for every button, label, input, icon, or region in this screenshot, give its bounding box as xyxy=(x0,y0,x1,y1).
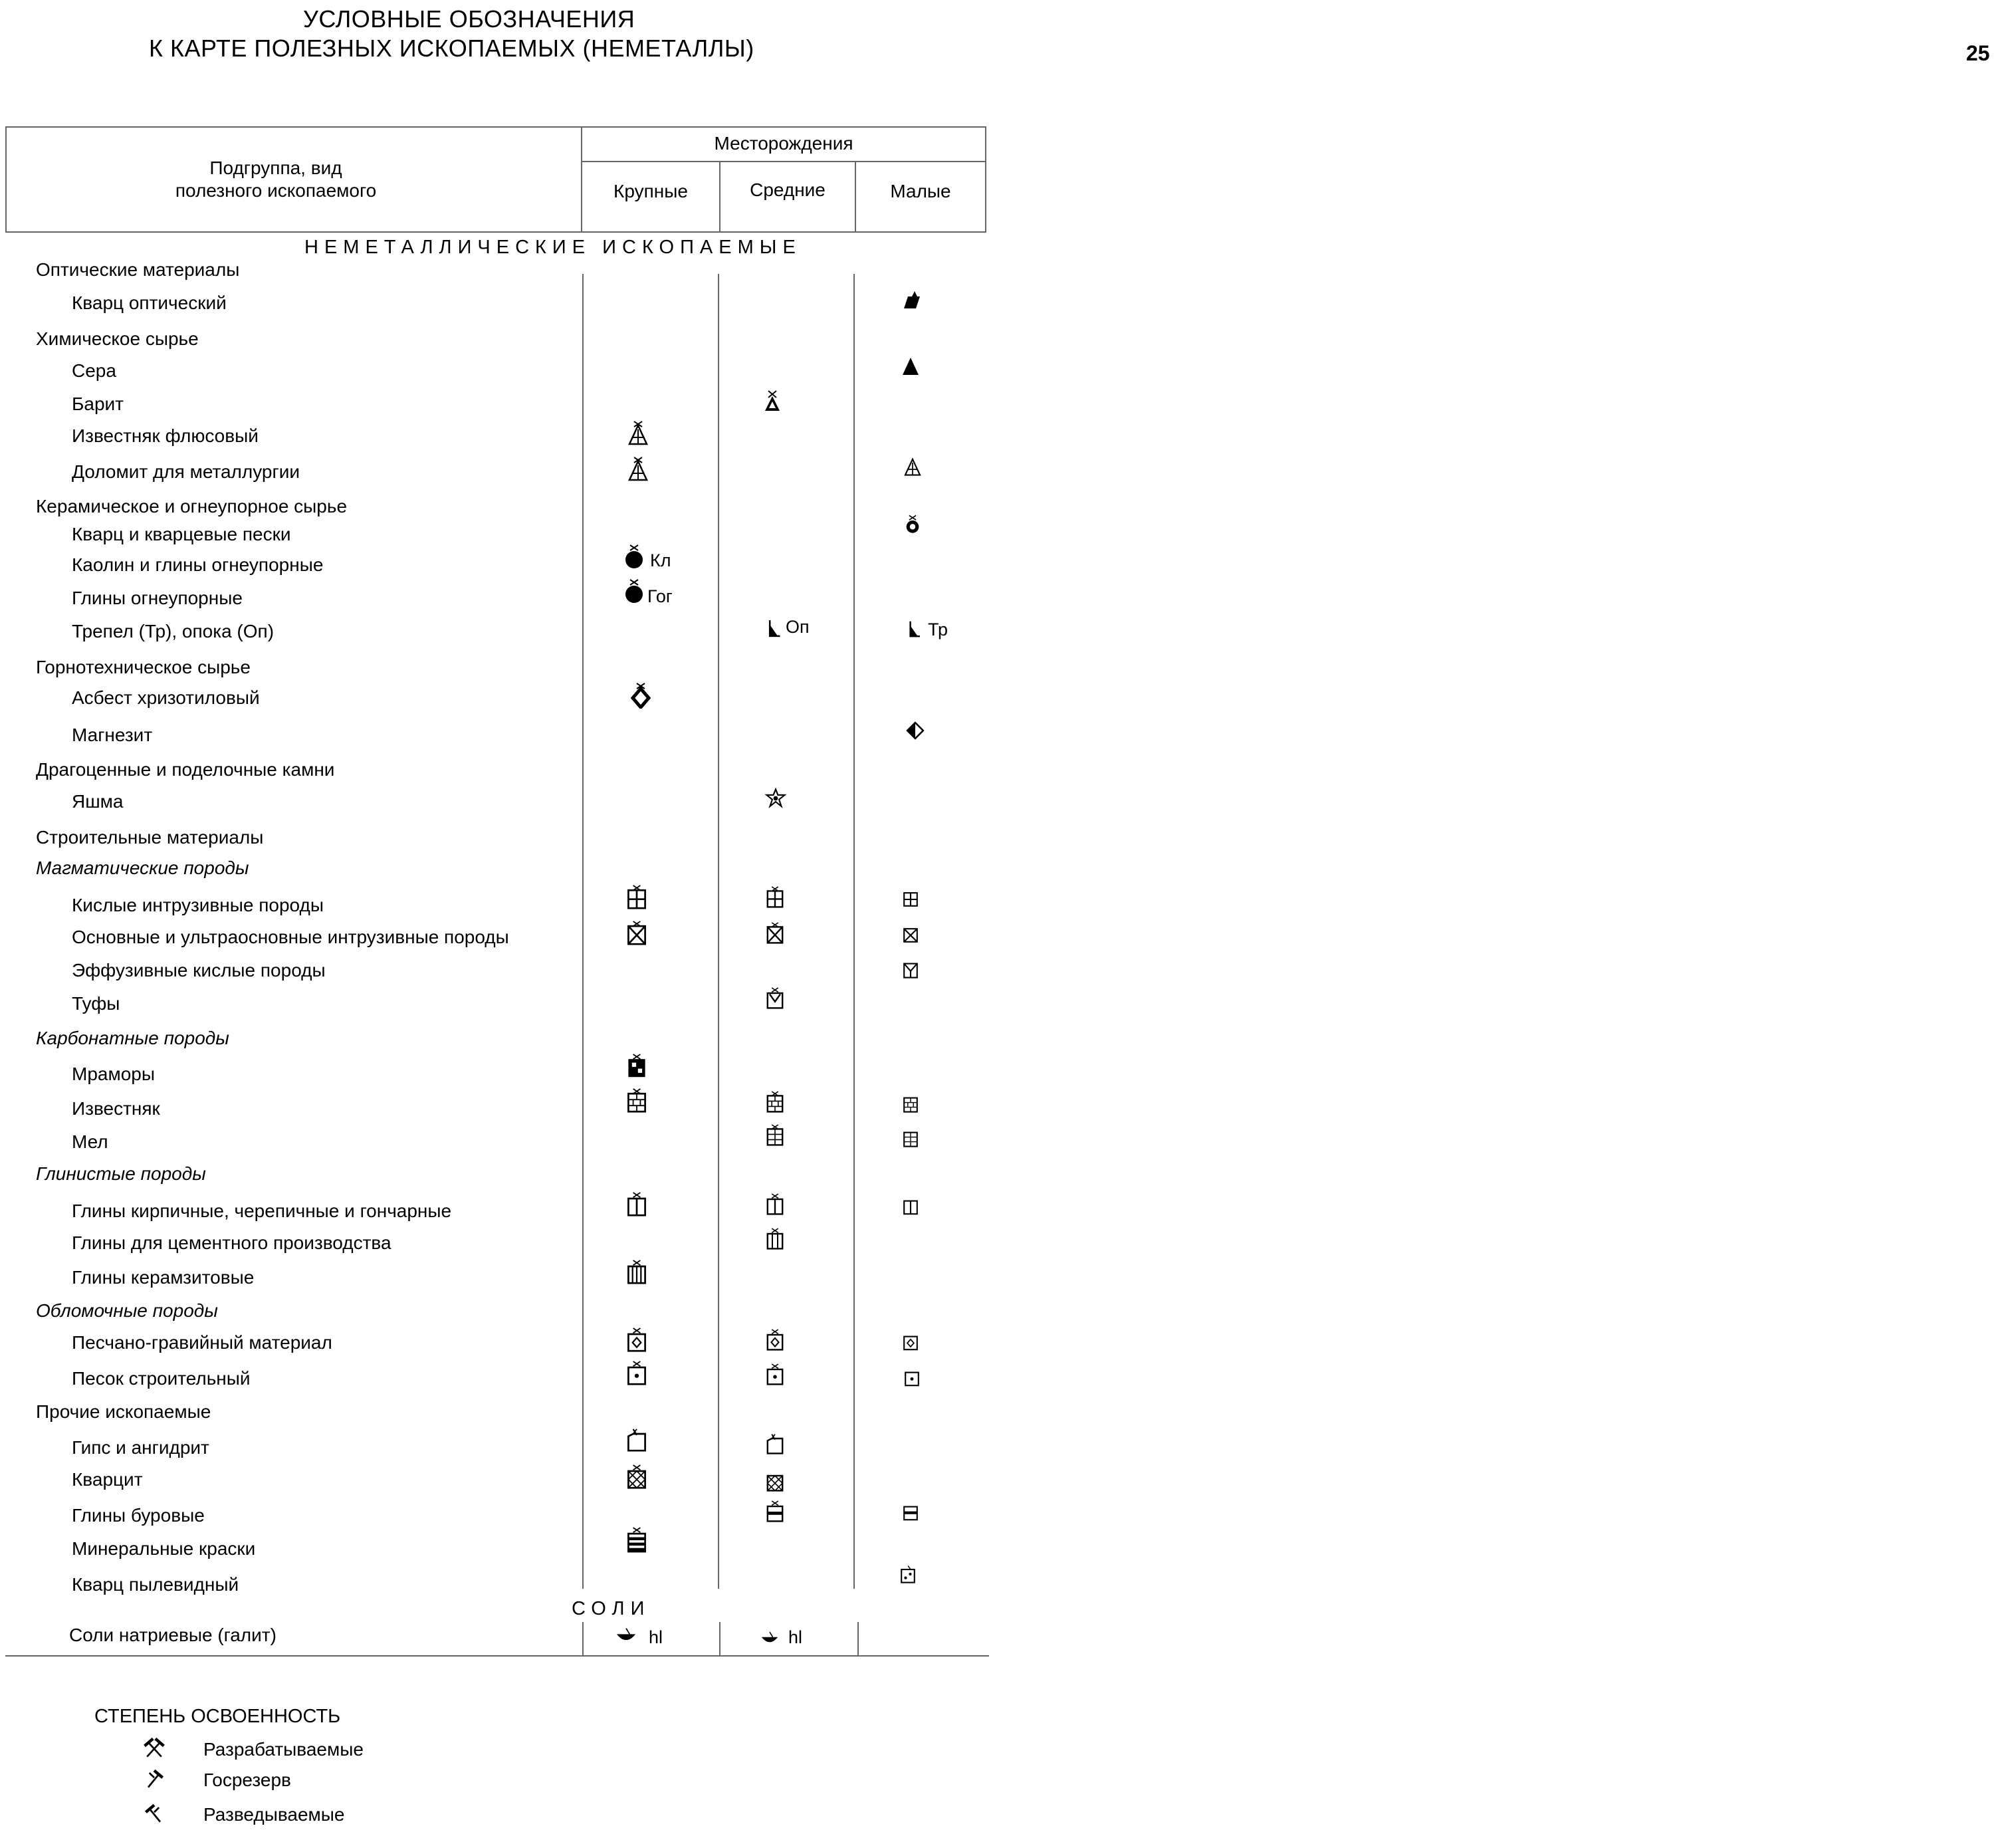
row-asbestos: Асбест хризотиловый xyxy=(72,687,260,708)
row-sodium-salts: Соли натриевые (галит) xyxy=(69,1625,277,1645)
tuffs-medium-icon xyxy=(764,986,786,1010)
jasper-medium-icon xyxy=(764,787,787,810)
row-tripoli-opoka: Трепел (Тр), опока (Оп) xyxy=(72,621,275,641)
header-medium: Средние xyxy=(750,179,826,200)
basic-intrusive-medium-icon xyxy=(764,921,786,945)
mineral-paints-large-icon xyxy=(625,1526,649,1554)
optical-quartz-small-icon xyxy=(897,287,924,314)
row-magmatic-rocks: Магматические породы xyxy=(36,858,249,878)
page-title-line1: УСЛОВНЫЕ ОБОЗНАЧЕНИЯ xyxy=(303,5,635,33)
marbles-large-icon xyxy=(625,1053,649,1080)
magnesite-small-icon xyxy=(904,719,927,742)
quartzite-large-icon xyxy=(625,1464,649,1490)
table-top-border xyxy=(5,126,986,128)
row-optical-materials: Оптические материалы xyxy=(36,259,240,280)
brick-clays-medium-icon xyxy=(764,1193,786,1216)
page-title-line2: К КАРТЕ ПОЛЕЗНЫХ ИСКОПАЕМЫХ (НЕМЕТАЛЛЫ) xyxy=(149,35,754,62)
row-quartz-sands: Кварц и кварцевые пески xyxy=(72,524,291,544)
row-quartzite: Кварцит xyxy=(72,1469,143,1490)
row-precious-stones: Драгоценные и поделочные камни xyxy=(36,759,335,780)
row-building-materials: Строительные материалы xyxy=(36,827,264,848)
section-nonmetal: НЕМЕТАЛЛИЧЕСКИЕ ИСКОПАЕМЫЕ xyxy=(304,237,802,258)
row-drilling-clays: Глины буровые xyxy=(72,1505,205,1526)
basic-intrusive-small-icon xyxy=(901,925,920,945)
table-bottom-border xyxy=(5,1655,989,1657)
header-divider xyxy=(581,161,986,162)
salt-col-divider-1 xyxy=(582,1622,584,1655)
barite-medium-icon xyxy=(759,388,786,415)
building-sand-small-icon xyxy=(903,1368,921,1388)
sand-gravel-small-icon xyxy=(901,1332,920,1352)
legend-title: СТЕПЕНЬ ОСВОЕННОСТЬ xyxy=(94,1706,341,1727)
tripoli-code: Тр xyxy=(928,620,948,639)
salt-col-divider-3 xyxy=(857,1622,859,1655)
sand-gravel-medium-icon xyxy=(764,1328,786,1352)
drilling-clays-medium-icon xyxy=(764,1500,786,1524)
row-chemical-raw: Химическое сырье xyxy=(36,328,199,349)
row-kaolin: Каолин и глины огнеупорные xyxy=(72,554,324,575)
row-flux-limestone: Известняк флюсовый xyxy=(72,425,259,446)
sulfur-small-icon xyxy=(897,354,924,380)
header-subgroup: Подгруппа, вид полезного ископаемого xyxy=(175,158,377,201)
limestone-large-icon xyxy=(625,1088,649,1114)
basic-intrusive-large-icon xyxy=(625,920,649,947)
opoka-medium-icon xyxy=(763,616,786,641)
row-limestone: Известняк xyxy=(72,1098,160,1119)
cement-clays-medium-icon xyxy=(764,1227,786,1251)
table-left-border xyxy=(5,126,7,231)
quartzite-medium-icon xyxy=(764,1469,786,1493)
halite-large-icon xyxy=(614,1626,638,1646)
effusive-acid-small-icon xyxy=(901,959,920,980)
row-gypsum: Гипс и ангидрит xyxy=(72,1437,209,1458)
row-optical-quartz: Кварц оптический xyxy=(72,292,227,313)
brick-clays-small-icon xyxy=(901,1197,920,1216)
row-jasper: Яшма xyxy=(72,791,124,812)
row-sulfur: Сера xyxy=(72,360,116,381)
hammer-right-icon xyxy=(142,1767,166,1791)
legend-item-explored: Разведываемые xyxy=(203,1804,345,1825)
chalk-medium-icon xyxy=(764,1123,786,1147)
quartz-sands-small-icon xyxy=(901,513,924,536)
refractory-clays-code: Гог xyxy=(647,586,673,606)
hammer-left-icon xyxy=(142,1801,166,1825)
page-number: 25 xyxy=(1966,41,1990,65)
limestone-medium-icon xyxy=(764,1090,786,1114)
drilling-clays-small-icon xyxy=(901,1502,920,1522)
section-salts: СОЛИ xyxy=(572,1598,651,1619)
acid-intrusive-small-icon xyxy=(901,889,920,909)
tripoli-small-icon xyxy=(904,617,925,641)
halite-large-code: hl xyxy=(649,1627,663,1647)
salt-col-divider-2 xyxy=(719,1622,720,1655)
row-magnesite: Магнезит xyxy=(72,725,153,745)
legend-item-state-reserve: Госрезерв xyxy=(203,1770,291,1790)
brick-clays-large-icon xyxy=(625,1191,649,1218)
body-col-divider-3 xyxy=(853,274,855,1589)
row-mineral-paints: Минеральные краски xyxy=(72,1538,256,1559)
keramzit-clays-large-icon xyxy=(625,1259,649,1286)
halite-medium-icon xyxy=(759,1630,780,1647)
dust-quartz-small-icon xyxy=(899,1563,917,1585)
dolomite-small-icon xyxy=(901,455,924,477)
row-refractory-clays: Глины огнеупорные xyxy=(72,588,243,608)
header-large: Крупные xyxy=(613,181,688,201)
row-acid-intrusive: Кислые интрузивные породы xyxy=(72,895,324,915)
kaolin-large-icon xyxy=(621,544,647,570)
building-sand-medium-icon xyxy=(764,1363,786,1387)
row-clay-rocks: Глинистые породы xyxy=(36,1163,206,1184)
acid-intrusive-large-icon xyxy=(625,884,649,911)
acid-intrusive-medium-icon xyxy=(764,885,786,909)
flux-limestone-large-icon xyxy=(625,420,651,447)
row-barite: Барит xyxy=(72,394,124,414)
row-building-sand: Песок строительный xyxy=(72,1368,251,1389)
row-ceramic-raw: Керамическое и огнеупорное сырье xyxy=(36,496,348,517)
row-basic-intrusive: Основные и ультраосновные интрузивные породы xyxy=(72,927,509,947)
dolomite-large-icon xyxy=(625,456,651,483)
asbestos-large-icon xyxy=(627,682,654,709)
row-cement-clays: Глины для цементного производства xyxy=(72,1232,391,1253)
header-small: Малые xyxy=(890,181,951,201)
row-sand-gravel: Песчано-гравийный материал xyxy=(72,1332,332,1353)
gypsum-large-icon xyxy=(625,1427,649,1453)
body-col-divider-2 xyxy=(718,274,719,1589)
hammers-crossed-icon xyxy=(142,1736,166,1760)
row-clastic-rocks: Обломочные породы xyxy=(36,1300,218,1321)
row-chalk: Мел xyxy=(72,1131,108,1152)
row-marbles: Мраморы xyxy=(72,1064,155,1084)
limestone-small-icon xyxy=(901,1093,920,1114)
row-carbonate-rocks: Карбонатные породы xyxy=(36,1028,229,1048)
body-col-divider-1 xyxy=(582,274,584,1589)
row-effusive-acid: Эффузивные кислые породы xyxy=(72,960,326,981)
sand-gravel-large-icon xyxy=(625,1327,649,1353)
row-brick-clays: Глины кирпичные, черепичные и гончарные xyxy=(72,1201,452,1221)
header-deposits: Месторождения xyxy=(714,133,853,154)
header-bottom-border xyxy=(5,231,986,233)
table-right-border xyxy=(985,126,986,231)
building-sand-large-icon xyxy=(625,1360,649,1387)
row-mining-raw: Горнотехническое сырье xyxy=(36,657,251,677)
row-keramzit-clays: Глины керамзитовые xyxy=(72,1267,255,1288)
row-dust-quartz: Кварц пылевидный xyxy=(72,1574,239,1595)
row-dolomite: Доломит для металлургии xyxy=(72,461,300,482)
row-other-minerals: Прочие ископаемые xyxy=(36,1401,211,1422)
refractory-clays-large-icon xyxy=(621,578,647,605)
gypsum-medium-icon xyxy=(764,1432,786,1456)
opoka-code: Оп xyxy=(786,617,810,637)
halite-medium-code: hl xyxy=(788,1627,803,1647)
kaolin-code: Кл xyxy=(650,550,671,570)
row-tuffs: Туфы xyxy=(72,993,120,1014)
legend-item-developed: Разрабатываемые xyxy=(203,1739,364,1760)
chalk-small-icon xyxy=(901,1127,920,1149)
